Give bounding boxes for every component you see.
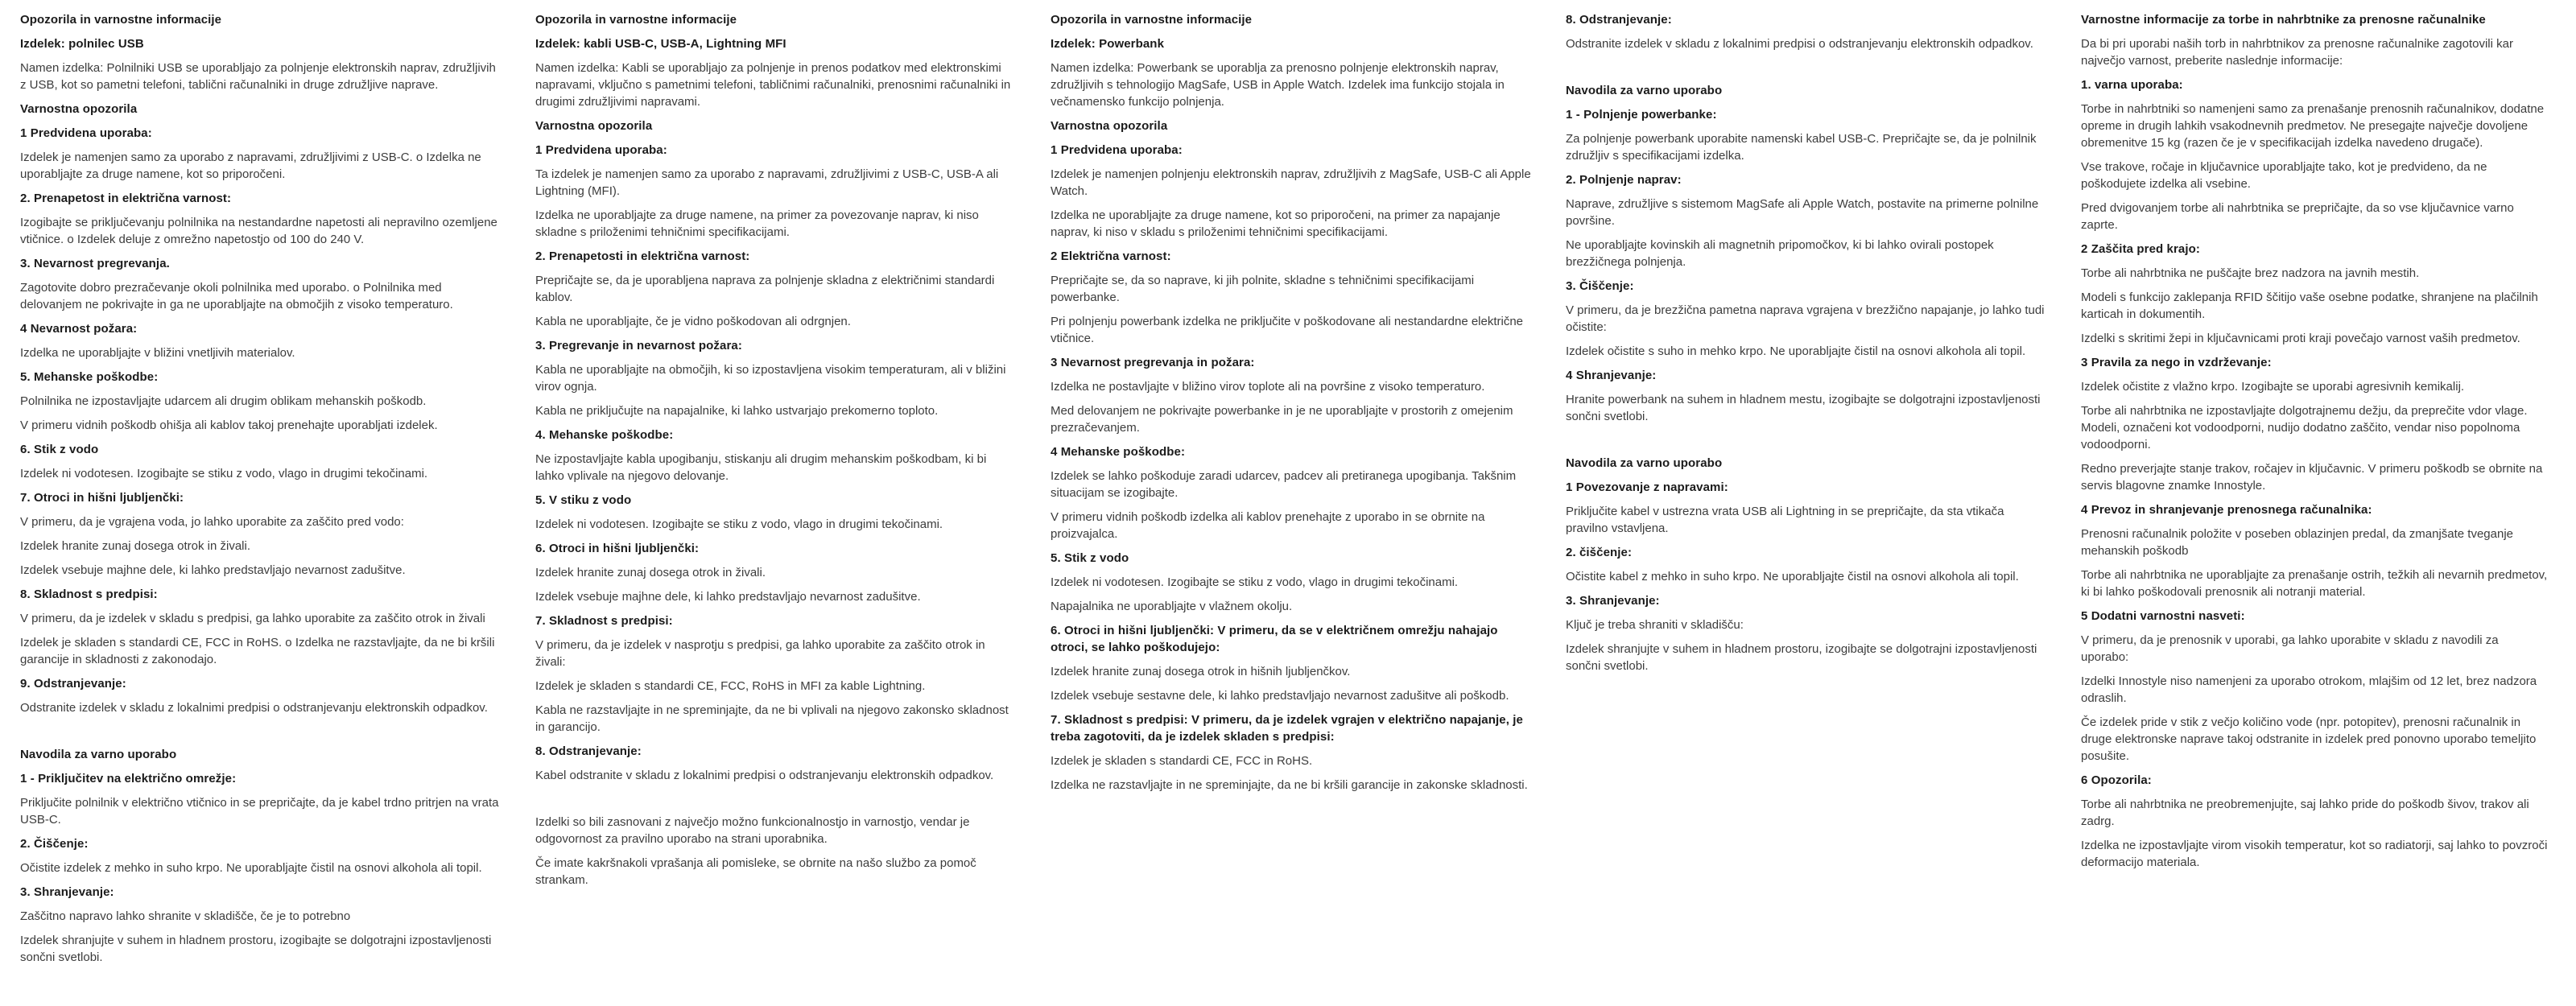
paragraph: Izdelek ni vodotesen. Izogibajte se stiku z vodo, vlago in drugimi tekočinami. <box>1051 575 1459 589</box>
paragraph: Torbe in nahrbtniki so namenjeni samo za prenašanje prenosnih računalnikov, dodatne opreme in drugih lahkih vsakodnevnih predmetov. Ne presegajte največje dovoljene obremenitve 15 kg (razen če je v specifikacijah izdelka navedeno drugače). <box>2081 102 2545 150</box>
section-heading: 3. Shranjevanje: <box>20 885 114 899</box>
paragraph: Kabla ne uporabljajte, če je vidno poškodovan ali odrgnjen. <box>535 315 851 328</box>
section-heading: 4 Mehanske poškodbe: <box>1051 445 1186 459</box>
section-heading: Izdelek: polnilec USB <box>20 37 144 51</box>
paragraph: Polnilnika ne izpostavljajte udarcem ali drugim oblikam mehanskih poškodb. <box>20 394 427 408</box>
paragraph: Prepričajte se, da so naprave, ki jih polnite, skladne s tehničnimi specifikacijami powerbanke. <box>1051 274 1475 304</box>
paragraph: Pred dvigovanjem torbe ali nahrbtnika se prepričajte, da so vse ključavnice varno zaprte. <box>2081 201 2514 232</box>
paragraph: V primeru, da je izdelek v skladu s predpisi, ga lahko uporabite za zaščito otrok in živali <box>20 612 485 625</box>
document-column-5 <box>2081 11 2548 1006</box>
document-column-4 <box>1566 11 2049 1006</box>
section-heading: Varnostna opozorila <box>1051 119 1168 133</box>
section-heading: 4 Shranjevanje: <box>1566 369 1657 382</box>
section-heading: 1 Predvidena uporaba: <box>20 126 152 140</box>
paragraph: Izdelka ne razstavljajte in ne spreminjajte, da ne bi kršili garancije in zakonske skladnosti. <box>1051 778 1528 792</box>
section-heading: 1 Predvidena uporaba: <box>1051 143 1183 157</box>
section-heading: 7. Skladnost s predpisi: V primeru, da je izdelek vgrajen v električno napajanje, je treba zagotoviti, da je izdelek skladen s predpisi: <box>1051 713 1523 744</box>
paragraph: V primeru vidnih poškodb izdelka ali kablov prenehajte z uporabo in se obrnite na proizvajalca. <box>1051 510 1485 541</box>
paragraph: Namen izdelka: Polnilniki USB se uporabljajo za polnjenje elektronskih naprav, združljivih z USB, kot so pametni telefoni, tablični računalniki in druge združljive naprave. <box>20 61 496 92</box>
paragraph: Izdelek je namenjen polnjenju elektronskih naprav, združljivih z MagSafe, USB-C ali Apple Watch. <box>1051 167 1531 198</box>
paragraph: Namen izdelka: Kabli se uporabljajo za polnjenje in prenos podatkov med elektronskimi napravami, vključno s pametnimi telefoni, tabličnimi računalniki, prenosnimi računalniki in drugimi združljivimi napravami. <box>535 61 1011 109</box>
paragraph: Izdelek ni vodotesen. Izogibajte se stiku z vodo, vlago in drugimi tekočinami. <box>535 517 943 531</box>
section-heading: 6. Otroci in hišni ljubljenčki: V primeru, da se v električnem omrežju nahajajo otroci, se lahko poškodujejo: <box>1051 624 1498 654</box>
paragraph: Da bi pri uporabi naših torb in nahrbtnikov za prenosne računalnike zagotovili kar največjo varnost, preberite naslednje informacije: <box>2081 37 2513 68</box>
paragraph: Odstranite izdelek v skladu z lokalnimi predpisi o odstranjevanju elektronskih odpadkov. <box>1566 37 2033 51</box>
section-heading: 4. Mehanske poškodbe: <box>535 428 674 442</box>
section-heading: 3 Pravila za nego in vzdrževanje: <box>2081 356 2272 369</box>
document-column-2 <box>535 11 1018 1006</box>
section-heading: 5. V stiku z vodo <box>535 493 632 507</box>
paragraph: Torbe ali nahrbtnika ne uporabljajte za prenašanje ostrih, težkih ali nevarnih predmetov, ki bi lahko poškodovali prenosnik ali notranji material. <box>2081 568 2548 599</box>
paragraph: V primeru, da je prenosnik v uporabi, ga lahko uporabite v skladu z navodili za uporabo: <box>2081 633 2499 664</box>
section-heading: 3. Čiščenje: <box>1566 279 1634 293</box>
paragraph: Torbe ali nahrbtnika ne preobremenjujte, saj lahko pride do poškodb šivov, trakov ali zadrg. <box>2081 798 2529 828</box>
paragraph: Ključ je treba shraniti v skladišču: <box>1566 618 1744 632</box>
paragraph: Izdelek se lahko poškoduje zaradi udarcev, padcev ali pretiranega upogibanja. Takšnim situacijam se izogibajte. <box>1051 469 1517 500</box>
section-heading: 4 Nevarnost požara: <box>20 322 138 336</box>
section-heading: Varnostna opozorila <box>535 119 653 133</box>
section-heading: 8. Skladnost s predpisi: <box>20 588 158 601</box>
section-heading: 8. Odstranjevanje: <box>535 744 642 758</box>
paragraph: Modeli s funkcijo zaklepanja RFID ščitijo vaše osebne podatke, shranjene na plačilnih karticah in dokumentih. <box>2081 291 2538 321</box>
section-heading: 1 - Polnjenje powerbanke: <box>1566 108 1717 122</box>
paragraph: Izdelek je namenjen samo za uporabo z napravami, združljivimi z USB-C. o Izdelka ne uporabljajte za druge namene, kot so priporočeni. <box>20 150 481 181</box>
section-heading: Navodila za varno uporabo <box>20 748 177 761</box>
paragraph: Torbe ali nahrbtnika ne puščajte brez nadzora na javnih mestih. <box>2081 266 2420 280</box>
section-heading: 6. Otroci in hišni ljubljenčki: <box>535 542 700 555</box>
paragraph: Izdelki s skritimi žepi in ključavnicami proti kraji povečajo varnost vaših predmetov. <box>2081 332 2520 345</box>
paragraph: Med delovanjem ne pokrivajte powerbanke in je ne uporabljajte v prostorih z omejenim prezračevanjem. <box>1051 404 1513 435</box>
paragraph: Izdelki Innostyle niso namenjeni za uporabo otrokom, mlajšim od 12 let, brez nadzora odraslih. <box>2081 674 2537 705</box>
paragraph: Izdelek hranite zunaj dosega otrok in živali. <box>535 566 766 579</box>
paragraph: Torbe ali nahrbtnika ne izpostavljajte dolgotrajnemu dežju, da preprečite vdor vlage. Modeli, označeni kot vodoodporni, nudijo dodatno zaščito, vendar niso popolnoma vodoodporni. <box>2081 404 2528 451</box>
paragraph: Izogibajte se priključevanju polnilnika na nestandardne napetosti ali nepravilno ozemljene vtičnice. o Izdelek deluje z omrežno napetostjo od 100 do 240 V. <box>20 216 497 246</box>
paragraph: Izdelek shranjujte v suhem in hladnem prostoru, izogibajte se dolgotrajni izpostavljenosti sončni svetlobi. <box>20 934 492 964</box>
paragraph: Če izdelek pride v stik z večjo količino vode (npr. potopitev), prenosni računalnik in druge elektronske naprave takoj odstranite in izdelek pred ponovno uporabo temeljito posušite. <box>2081 715 2537 763</box>
paragraph: Kabla ne uporabljajte na območjih, ki so izpostavljena visokim temperaturam, ali v bližini virov ognja. <box>535 363 1006 394</box>
paragraph: Če imate kakršnakoli vprašanja ali pomisleke, se obrnite na našo službo za pomoč strankam. <box>535 856 976 887</box>
section-heading: 3. Shranjevanje: <box>1566 594 1660 608</box>
paragraph: Izdelki so bili zasnovani z največjo možno funkcionalnostjo in varnostjo, vendar je odgovornost za pravilno uporabo na strani uporabnika. <box>535 815 970 846</box>
section-heading: 4 Prevoz in shranjevanje prenosnega računalnika: <box>2081 503 2372 517</box>
document-column-1 <box>20 11 503 1006</box>
paragraph: Za polnjenje powerbank uporabite namenski kabel USB-C. Prepričajte se, da je polnilnik združljiv s specifikacijami izdelka. <box>1566 132 2037 163</box>
paragraph: Izdelek očistite s suho in mehko krpo. Ne uporabljajte čistil na osnovi alkohola ali topil. <box>1566 344 2026 358</box>
paragraph: Izdelek vsebuje sestavne dele, ki lahko predstavljajo nevarnost zadušitve ali poškodb. <box>1051 689 1509 703</box>
section-heading: 2 Električna varnost: <box>1051 249 1171 263</box>
paragraph: Izdelka ne postavljajte v bližino virov toplote ali na površine z visoko temperaturo. <box>1051 380 1485 394</box>
section-heading: 2. Prenapetosti in električna varnost: <box>535 249 750 263</box>
section-heading: Navodila za varno uporabo <box>1566 84 1723 97</box>
paragraph: Namen izdelka: Powerbank se uporablja za prenosno polnjenje elektronskih naprav, združljivih s tehnologijo MagSafe, USB in Apple Watch. Izdelek ima funkcijo stojala in večnamensko funkcijo polnjenja. <box>1051 61 1505 109</box>
paragraph: Hranite powerbank na suhem in hladnem mestu, izogibajte se dolgotrajni izpostavljenosti sončni svetlobi. <box>1566 393 2041 423</box>
paragraph: Prenosni računalnik položite v poseben oblazinjen predal, da zmanjšate tveganje mehanskih poškodb <box>2081 527 2514 558</box>
paragraph: Ne izpostavljajte kabla upogibanju, stiskanju ali drugim mehanskim poškodbam, ki bi lahko vplivale na njegovo delovanje. <box>535 452 987 483</box>
section-heading: 1 Povezovanje z napravami: <box>1566 480 1728 494</box>
section-heading: Navodila za varno uporabo <box>1566 456 1723 470</box>
paragraph: Izdelka ne izpostavljajte virom visokih temperatur, kot so radiatorji, saj lahko to povzroči deformacijo materiala. <box>2081 839 2548 869</box>
paragraph: Izdelek očistite z vlažno krpo. Izogibajte se uporabi agresivnih kemikalij. <box>2081 380 2465 394</box>
paragraph: Izdelek vsebuje majhne dele, ki lahko predstavljajo nevarnost zadušitve. <box>535 590 921 604</box>
paragraph: Odstranite izdelek v skladu z lokalnimi predpisi o odstranjevanju elektronskih odpadkov. <box>20 701 488 715</box>
section-heading: 6. Stik z vodo <box>20 443 99 456</box>
section-heading: 3. Nevarnost pregrevanja. <box>20 257 170 270</box>
section-heading: 7. Skladnost s predpisi: <box>535 614 673 628</box>
section-heading: 3. Pregrevanje in nevarnost požara: <box>535 339 742 353</box>
paragraph: V primeru, da je izdelek v nasprotju s predpisi, ga lahko uporabite za zaščito otrok in živali: <box>535 638 985 669</box>
paragraph: Izdelka ne uporabljajte v bližini vnetljivih materialov. <box>20 346 295 360</box>
document-title: Opozorila in varnostne informacije <box>20 13 222 27</box>
paragraph: Izdelek je skladen s standardi CE, FCC in RoHS. o Izdelka ne razstavljajte, da ne bi kršili garancije in skladnosti z zakonodajo. <box>20 636 495 666</box>
paragraph: Izdelka ne uporabljajte za druge namene, na primer za povezovanje naprav, ki niso skladne s priloženimi tehničnimi specifikacijami. <box>535 208 979 239</box>
section-heading: 2. Prenapetost in električna varnost: <box>20 192 232 205</box>
paragraph: Priključite kabel v ustrezna vrata USB ali Lightning in se prepričajte, da sta vtikača pravilno vstavljena. <box>1566 505 2004 535</box>
document-title: Opozorila in varnostne informacije <box>535 13 737 27</box>
paragraph: V primeru, da je vgrajena voda, jo lahko uporabite za zaščito pred vodo: <box>20 515 404 529</box>
paragraph: Izdelek hranite zunaj dosega otrok in hišnih ljubljenčkov. <box>1051 665 1351 678</box>
paragraph: Kabla ne razstavljajte in ne spreminjajte, da ne bi vplivali na njegovo zakonsko skladnost in garancijo. <box>535 703 1009 734</box>
paragraph-gap <box>1566 60 2049 82</box>
paragraph: Izdelek je skladen s standardi CE, FCC, RoHS in MFI za kable Lightning. <box>535 679 926 693</box>
section-heading: Izdelek: kabli USB-C, USB-A, Lightning MFI <box>535 37 786 51</box>
paragraph: Zaščitno napravo lahko shranite v skladišče, če je to potrebno <box>20 909 351 923</box>
paragraph: Ne uporabljajte kovinskih ali magnetnih pripomočkov, ki bi lahko ovirali postopek brezžičnega polnjenja. <box>1566 238 1994 269</box>
paragraph: V primeru, da je brezžična pametna naprava vgrajena v brezžično napajanje, jo lahko tudi očistite: <box>1566 303 2045 334</box>
paragraph: Pri polnjenju powerbank izdelka ne priključite v poškodovane ali nestandardne električne vtičnice. <box>1051 315 1524 345</box>
paragraph: Izdelek shranjujte v suhem in hladnem prostoru, izogibajte se dolgotrajni izpostavljenosti sončni svetlobi. <box>1566 642 2037 673</box>
section-heading: 1 - Priključitev na električno omrežje: <box>20 772 237 785</box>
section-heading: 1. varna uporaba: <box>2081 78 2183 92</box>
section-heading: 2. Čiščenje: <box>20 837 89 851</box>
paragraph-gap <box>1566 432 2049 455</box>
section-heading: 9. Odstranjevanje: <box>20 677 126 691</box>
section-heading: 2 Zaščita pred krajo: <box>2081 242 2200 256</box>
section-heading: 2. Polnjenje naprav: <box>1566 173 1682 187</box>
section-heading: Izdelek: Powerbank <box>1051 37 1165 51</box>
paragraph: Vse trakove, ročaje in ključavnice uporabljajte tako, kot je predvideno, da ne poškodujete izdelka ali vsebine. <box>2081 160 2487 191</box>
paragraph: V primeru vidnih poškodb ohišja ali kablov takoj prenehajte uporabljati izdelek. <box>20 418 438 432</box>
section-heading: 2. čiščenje: <box>1566 546 1633 559</box>
paragraph: Redno preverjajte stanje trakov, ročajev in ključavnic. V primeru poškodb se obrnite na servis blagovne znamke Innostyle. <box>2081 462 2543 493</box>
paragraph: Izdelka ne uporabljajte za druge namene, kot so priporočeni, na primer za napajanje naprav, ki niso v skladu s priloženimi tehničnimi specifikacijami. <box>1051 208 1501 239</box>
section-heading: 3 Nevarnost pregrevanja in požara: <box>1051 356 1255 369</box>
paragraph: Naprave, združljive s sistemom MagSafe ali Apple Watch, postavite na primerne polnilne površine. <box>1566 197 2039 228</box>
paragraph: Izdelek vsebuje majhne dele, ki lahko predstavljajo nevarnost zadušitve. <box>20 563 406 577</box>
paragraph: Ta izdelek je namenjen samo za uporabo z napravami, združljivimi z USB-C, USB-A ali Lightning (MFI). <box>535 167 999 198</box>
paragraph: Kabla ne priključujte na napajalnike, ki lahko ustvarjajo prekomerno toploto. <box>535 404 939 418</box>
paragraph: Izdelek ni vodotesen. Izogibajte se stiku z vodo, vlago in drugimi tekočinami. <box>20 467 428 480</box>
section-heading: 5 Dodatni varnostni nasveti: <box>2081 609 2245 623</box>
paragraph: Zagotovite dobro prezračevanje okoli polnilnika med uporabo. o Polnilnika med delovanjem ne pokrivajte in ga ne uporabljajte na območjih z visoko temperaturo. <box>20 281 453 311</box>
section-heading: Varnostna opozorila <box>20 102 138 116</box>
paragraph: Očistite izdelek z mehko in suho krpo. Ne uporabljajte čistil na osnovi alkohola ali topil. <box>20 861 482 875</box>
paragraph-gap <box>20 724 503 746</box>
document-title: Varnostne informacije za torbe in nahrbtnike za prenosne računalnike <box>2081 13 2486 27</box>
section-heading: 1 Predvidena uporaba: <box>535 143 667 157</box>
paragraph: Priključite polnilnik v električno vtičnico in se prepričajte, da je kabel trdno pritrjen na vrata USB-C. <box>20 796 499 827</box>
document-title: Opozorila in varnostne informacije <box>1051 13 1253 27</box>
document-column-3 <box>1051 11 1534 1006</box>
section-heading: 8. Odstranjevanje: <box>1566 13 1672 27</box>
paragraph: Napajalnika ne uporabljajte v vlažnem okolju. <box>1051 600 1293 613</box>
section-heading: 5. Mehanske poškodbe: <box>20 370 159 384</box>
section-heading: 7. Otroci in hišni ljubljenčki: <box>20 491 184 505</box>
paragraph-gap <box>535 791 1018 814</box>
paragraph: Izdelek hranite zunaj dosega otrok in živali. <box>20 539 250 553</box>
paragraph: Kabel odstranite v skladu z lokalnimi predpisi o odstranjevanju elektronskih odpadkov. <box>535 769 994 782</box>
section-heading: 5. Stik z vodo <box>1051 551 1129 565</box>
paragraph: Očistite kabel z mehko in suho krpo. Ne uporabljajte čistil na osnovi alkohola ali topil. <box>1566 570 2019 583</box>
paragraph: Izdelek je skladen s standardi CE, FCC in RoHS. <box>1051 754 1313 768</box>
section-heading: 6 Opozorila: <box>2081 773 2152 787</box>
paragraph: Prepričajte se, da je uporabljena naprava za polnjenje skladna z električnimi standardi kablov. <box>535 274 995 304</box>
